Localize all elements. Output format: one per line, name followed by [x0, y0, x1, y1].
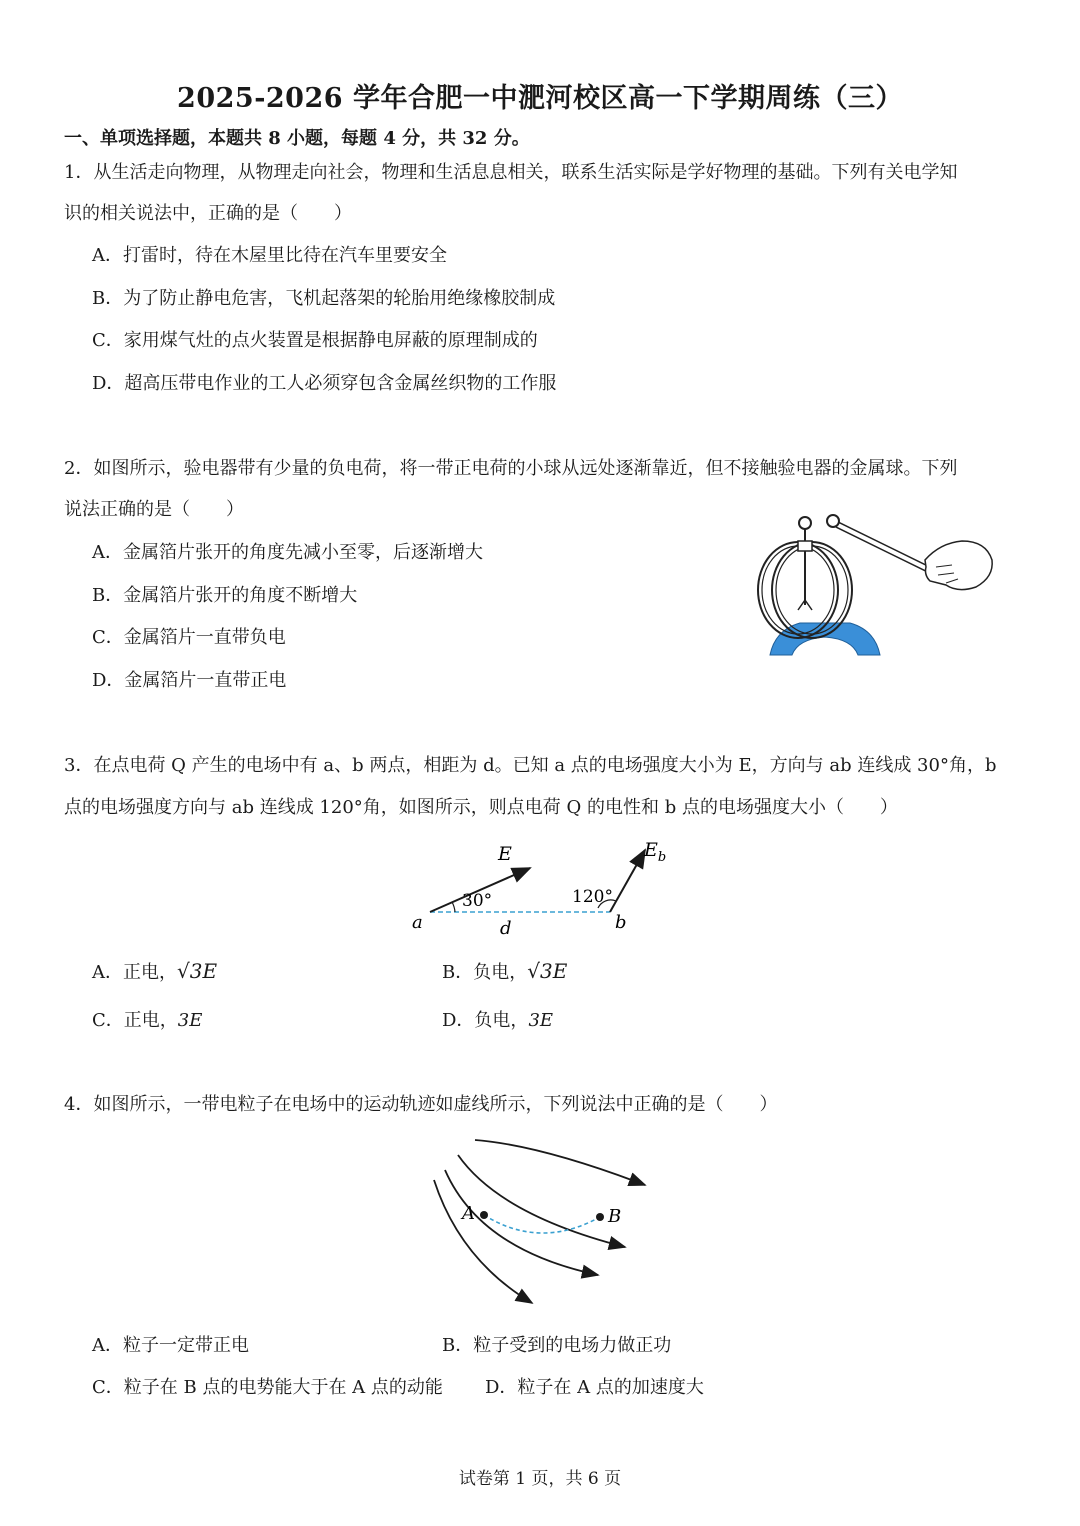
question-4-option-d: D．粒子在 A 点的加速度大: [485, 1377, 704, 1398]
question-1-option-c: C．家用煤气灶的点火装置是根据静电屏蔽的原理制成的: [92, 330, 538, 351]
question-3-option-d: D．负电，3E: [442, 1010, 554, 1031]
question-3-option-b: B．负电，√3E: [442, 959, 568, 983]
hand-illustration: [925, 541, 992, 590]
label-E: E: [498, 843, 512, 865]
field-vector-b: [610, 850, 645, 912]
question-1-option-a: A．打雷时，待在木屋里比待在汽车里要安全: [92, 245, 447, 266]
angle-label-120: 120°: [572, 887, 613, 907]
question-4-option-c: C．粒子在 B 点的电势能大于在 A 点的动能: [92, 1377, 443, 1398]
page-footer: 试卷第 1 页，共 6 页: [458, 1469, 622, 1489]
question-2-option-b: B．金属箔片张开的角度不断增大: [92, 585, 358, 606]
angle-label-30: 30°: [462, 891, 493, 911]
page-title: 2025-2026 学年合肥一中淝河校区高一下学期周练（三）: [177, 83, 903, 114]
question-4-option-b: B．粒子受到的电场力做正功: [442, 1335, 672, 1356]
question-4-option-a: A．粒子一定带正电: [92, 1335, 249, 1356]
section-heading: 一、单项选择题，本题共 8 小题，每题 4 分，共 32 分。: [64, 128, 530, 149]
electroscope-metal-ball: [799, 517, 811, 529]
charged-ball: [827, 515, 839, 527]
question-4-text-line1: 4．如图所示，一带电粒子在电场中的运动轨迹如虚线所示，下列说法中正确的是（ ）: [64, 1094, 778, 1115]
question-1-text-line1: 1．从生活走向物理，从物理走向社会，物理和生活息息相关，联系生活实际是学好物理的基础。下列有关电学知: [64, 162, 958, 183]
question-2-option-c: C．金属箔片一直带负电: [92, 627, 286, 648]
field-diagram: [400, 838, 680, 940]
question-3-option-a: A．正电，√3E: [92, 959, 218, 983]
question-2-option-a: A．金属箔片张开的角度先减小至零，后逐渐增大: [92, 542, 483, 563]
label-Eb: $E_b$: [644, 839, 667, 865]
question-3-option-c: C．正电，3E: [92, 1010, 203, 1031]
label-A: A: [462, 1203, 475, 1224]
question-2-text-line1: 2．如图所示，验电器带有少量的负电荷，将一带正电荷的小球从远处逐渐靠近，但不接触验电器的金属球。下列: [64, 458, 958, 479]
question-2-text-line2: 说法正确的是（ ）: [64, 499, 244, 520]
trajectory-diagram: [420, 1135, 660, 1315]
question-1-option-d: D．超高压带电作业的工人必须穿包含金属丝织物的工作服: [92, 373, 557, 394]
question-2-option-d: D．金属箔片一直带正电: [92, 670, 287, 691]
question-1-option-b: B．为了防止静电危害，飞机起落架的轮胎用绝缘橡胶制成: [92, 288, 556, 309]
question-1-text-line2: 识的相关说法中，正确的是（ ）: [64, 203, 352, 224]
point-B: [596, 1213, 604, 1221]
electroscope-figure: [740, 505, 1000, 670]
angle-arc-a: [452, 902, 455, 912]
point-A: [480, 1211, 488, 1219]
question-3-text-line1: 3．在点电荷 Q 产生的电场中有 a、b 两点，相距为 d。已知 a 点的电场强度大小为 E，方向与 ab 连线成 30°角，b: [64, 755, 997, 776]
label-B: B: [608, 1206, 622, 1227]
label-a: a: [412, 912, 423, 933]
field-line-1: [475, 1140, 645, 1185]
label-d: d: [500, 918, 512, 939]
question-3-text-line2: 点的电场强度方向与 ab 连线成 120°角，如图所示，则点电荷 Q 的电性和 b 点的电场强度大小（ ）: [64, 797, 898, 818]
label-b: b: [615, 912, 627, 933]
field-line-4: [434, 1180, 532, 1303]
